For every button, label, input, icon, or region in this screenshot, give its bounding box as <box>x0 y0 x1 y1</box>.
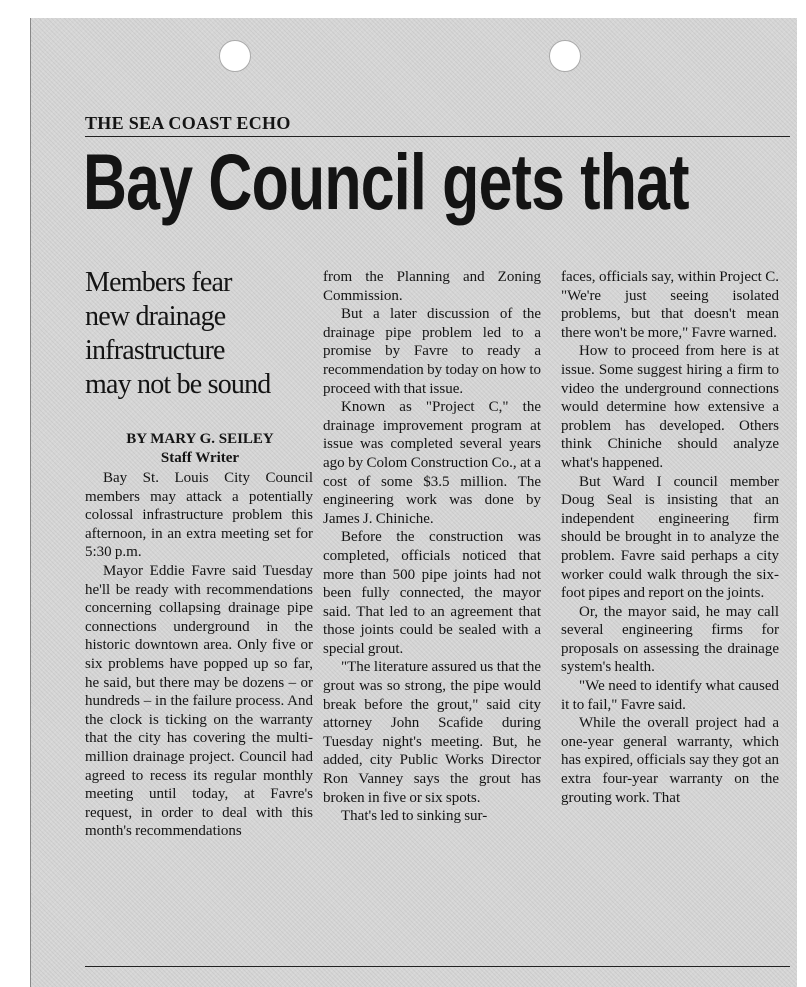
masthead <box>85 113 790 137</box>
paragraph: Or, the mayor said, he may call several engineering firms for proposals on assessing the drainage system's health. <box>561 603 779 676</box>
paragraph: Before the construction was completed, officials noticed that more than 500 pipe joints had not been fully connected, the mayor said. That led to an agreement that those joints could be sealed with a special grout. <box>323 529 541 657</box>
paragraph: from the Planning and Zoning Commission. <box>323 269 541 304</box>
masthead-text: THE SEA COAST ECHO <box>85 113 291 133</box>
byline-title: Staff Writer <box>160 450 240 466</box>
newspaper-clipping <box>30 18 797 987</box>
punch-hole-left <box>219 40 251 72</box>
paragraph: Known as "Project C," the drainage improvement program at issue was completed several years ago by Colom Construction Co., at a cost of some $3.5 million. The engineering work was done by James J. Chiniche. <box>323 399 541 527</box>
paragraph: "We need to identify what caused it to fail," Favre said. <box>561 678 779 713</box>
article-column-3 <box>561 268 779 807</box>
paragraph: Bay St. Louis City Council members may attack a potentially colossal infrastructure problem this afternoon, in an extra meeting set for 5:30 p.m. <box>85 470 313 561</box>
punch-hole-right <box>549 40 581 72</box>
headline: Bay Council gets that <box>83 137 689 226</box>
byline <box>85 430 315 468</box>
paragraph: But a later discussion of the drainage pipe problem led to a promise by Favre to ready a recommendation by today on how to proceed with that issue. <box>323 306 541 397</box>
deck-line: infrastructure <box>85 335 225 366</box>
paragraph: faces, officials say, within Project C. "We're just seeing isolated problems, but that doesn't mean there won't be more," Favre warned. <box>561 269 779 341</box>
paragraph: How to proceed from here is at issue. Some suggest hiring a firm to video the underground connections would determine how extensive a problem has developed. Others think Chiniche should analyze what's happened. <box>561 343 779 471</box>
paragraph: "The literature assured us that the grout was so strong, the pipe would break before the grout," said city attorney John Scafide during Tuesday night's meeting. But, he added, city Public Works Director Ron Vanney says the grout has broken in five or six spots. <box>323 659 541 806</box>
article-column-1 <box>85 469 313 841</box>
deck-line: new drainage <box>85 301 226 332</box>
paragraph: Mayor Eddie Favre said Tuesday he'll be ready with recommendations concerning collapsing drainage pipe connections underground in the historic downtown area. Only five or six problems have popped up so far, he said, but there may be dozens – or hundreds – in the failure process. And the clock is ticking on the warranty that the city has covering the multi-million drainage project. Council had agreed to recess its regular monthly meeting until today, at Favre's request, in order to deal with this month's recommendations <box>85 562 313 840</box>
deck-subheadline <box>85 266 305 402</box>
article-column-2 <box>323 268 541 826</box>
byline-author: BY MARY G. SEILEY <box>126 431 274 447</box>
paragraph: But Ward I council member Doug Seal is insisting that an independent engineering firm should be brought in to analyze the problem. Favre said perhaps a city worker could walk through the six-foot pipes and report on the joints. <box>561 473 779 602</box>
deck-line: may not be sound <box>85 369 271 400</box>
paragraph: That's led to sinking sur- <box>341 808 488 825</box>
deck-line: Members fear <box>85 267 232 298</box>
paragraph: While the overall project had a one-year general warranty, which has expired, officials say they got an extra four-year warranty on the grouting work. That <box>561 715 779 806</box>
bottom-rule <box>85 966 790 967</box>
